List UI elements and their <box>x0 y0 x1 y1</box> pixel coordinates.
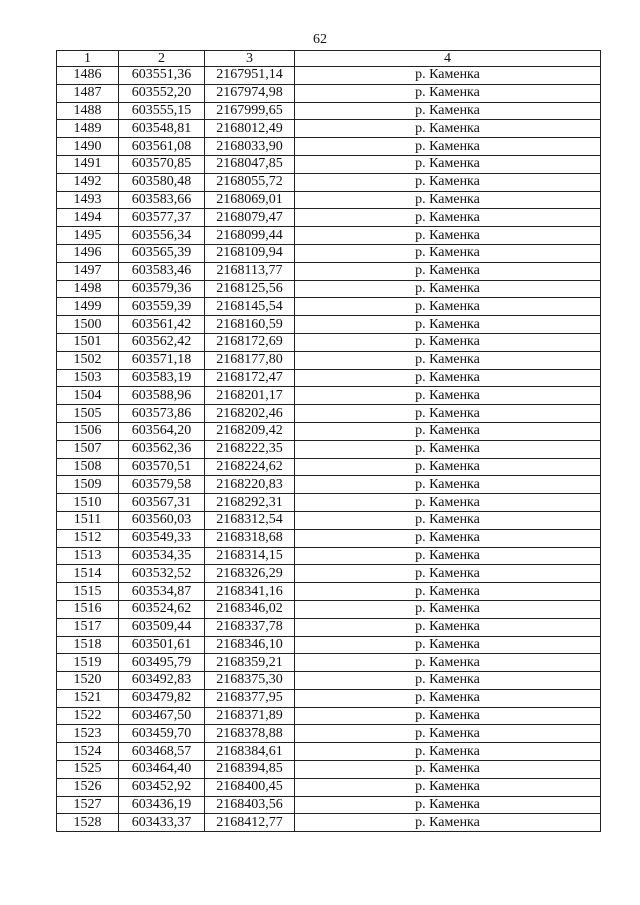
y-coordinate-cell: 2168292,31 <box>205 494 295 512</box>
object-name-cell: р. Каменка <box>295 511 601 529</box>
point-number-cell: 1511 <box>57 511 119 529</box>
object-name-cell: р. Каменка <box>295 155 601 173</box>
x-coordinate-cell: 603524,62 <box>119 600 205 618</box>
table-row <box>57 743 601 761</box>
table-row <box>57 458 601 476</box>
table-row <box>57 547 601 565</box>
object-name-cell: р. Каменка <box>295 547 601 565</box>
point-number-cell: 1513 <box>57 547 119 565</box>
y-coordinate-cell: 2168145,54 <box>205 298 295 316</box>
object-name-cell: р. Каменка <box>295 173 601 191</box>
x-coordinate-cell: 603583,19 <box>119 369 205 387</box>
table-row <box>57 565 601 583</box>
point-number-cell: 1523 <box>57 725 119 743</box>
object-name-cell: р. Каменка <box>295 672 601 690</box>
y-coordinate-cell: 2168177,80 <box>205 351 295 369</box>
point-number-cell: 1517 <box>57 618 119 636</box>
object-name-cell: р. Каменка <box>295 191 601 209</box>
y-coordinate-cell: 2168055,72 <box>205 173 295 191</box>
object-name-cell: р. Каменка <box>295 636 601 654</box>
y-coordinate-cell: 2168172,47 <box>205 369 295 387</box>
object-name-cell: р. Каменка <box>295 583 601 601</box>
table-row <box>57 102 601 120</box>
point-number-cell: 1524 <box>57 743 119 761</box>
y-coordinate-cell: 2168384,61 <box>205 743 295 761</box>
object-name-cell: р. Каменка <box>295 654 601 672</box>
object-name-cell: р. Каменка <box>295 369 601 387</box>
x-coordinate-cell: 603509,44 <box>119 618 205 636</box>
y-coordinate-cell: 2168314,15 <box>205 547 295 565</box>
y-coordinate-cell: 2168209,42 <box>205 422 295 440</box>
table-row <box>57 280 601 298</box>
point-number-cell: 1512 <box>57 529 119 547</box>
x-coordinate-cell: 603567,31 <box>119 494 205 512</box>
x-coordinate-cell: 603534,35 <box>119 547 205 565</box>
table-row <box>57 67 601 85</box>
y-coordinate-cell: 2168069,01 <box>205 191 295 209</box>
table-row <box>57 725 601 743</box>
column-header-4: 4 <box>295 51 601 67</box>
table-row <box>57 707 601 725</box>
object-name-cell: р. Каменка <box>295 405 601 423</box>
object-name-cell: р. Каменка <box>295 725 601 743</box>
table-row <box>57 814 601 832</box>
point-number-cell: 1515 <box>57 583 119 601</box>
table-row <box>57 796 601 814</box>
x-coordinate-cell: 603556,34 <box>119 227 205 245</box>
object-name-cell: р. Каменка <box>295 476 601 494</box>
point-number-cell: 1508 <box>57 458 119 476</box>
y-coordinate-cell: 2168412,77 <box>205 814 295 832</box>
point-number-cell: 1520 <box>57 672 119 690</box>
object-name-cell: р. Каменка <box>295 618 601 636</box>
object-name-cell: р. Каменка <box>295 227 601 245</box>
object-name-cell: р. Каменка <box>295 494 601 512</box>
x-coordinate-cell: 603580,48 <box>119 173 205 191</box>
table-row <box>57 778 601 796</box>
object-name-cell: р. Каменка <box>295 387 601 405</box>
y-coordinate-cell: 2168400,45 <box>205 778 295 796</box>
table-row <box>57 618 601 636</box>
table-row <box>57 191 601 209</box>
y-coordinate-cell: 2168202,46 <box>205 405 295 423</box>
x-coordinate-cell: 603495,79 <box>119 654 205 672</box>
y-coordinate-cell: 2168403,56 <box>205 796 295 814</box>
x-coordinate-cell: 603459,70 <box>119 725 205 743</box>
x-coordinate-cell: 603492,83 <box>119 672 205 690</box>
y-coordinate-cell: 2168378,88 <box>205 725 295 743</box>
table-row <box>57 369 601 387</box>
x-coordinate-cell: 603571,18 <box>119 351 205 369</box>
y-coordinate-cell: 2168224,62 <box>205 458 295 476</box>
table-row <box>57 476 601 494</box>
x-coordinate-cell: 603433,37 <box>119 814 205 832</box>
x-coordinate-cell: 603577,37 <box>119 209 205 227</box>
table-row <box>57 298 601 316</box>
object-name-cell: р. Каменка <box>295 244 601 262</box>
object-name-cell: р. Каменка <box>295 796 601 814</box>
y-coordinate-cell: 2167999,65 <box>205 102 295 120</box>
object-name-cell: р. Каменка <box>295 529 601 547</box>
y-coordinate-cell: 2168359,21 <box>205 654 295 672</box>
table-row <box>57 244 601 262</box>
table-row <box>57 583 601 601</box>
y-coordinate-cell: 2168047,85 <box>205 155 295 173</box>
x-coordinate-cell: 603573,86 <box>119 405 205 423</box>
y-coordinate-cell: 2168109,94 <box>205 244 295 262</box>
object-name-cell: р. Каменка <box>295 351 601 369</box>
y-coordinate-cell: 2168125,56 <box>205 280 295 298</box>
x-coordinate-cell: 603559,39 <box>119 298 205 316</box>
object-name-cell: р. Каменка <box>295 262 601 280</box>
column-header-3: 3 <box>205 51 295 67</box>
object-name-cell: р. Каменка <box>295 761 601 779</box>
x-coordinate-cell: 603564,20 <box>119 422 205 440</box>
point-number-cell: 1528 <box>57 814 119 832</box>
object-name-cell: р. Каменка <box>295 707 601 725</box>
point-number-cell: 1499 <box>57 298 119 316</box>
point-number-cell: 1491 <box>57 155 119 173</box>
table-row <box>57 262 601 280</box>
table-row <box>57 672 601 690</box>
x-coordinate-cell: 603479,82 <box>119 689 205 707</box>
table-header-row <box>57 51 601 67</box>
object-name-cell: р. Каменка <box>295 120 601 138</box>
x-coordinate-cell: 603467,50 <box>119 707 205 725</box>
table-row <box>57 511 601 529</box>
table-row <box>57 84 601 102</box>
y-coordinate-cell: 2168033,90 <box>205 138 295 156</box>
object-name-cell: р. Каменка <box>295 84 601 102</box>
point-number-cell: 1500 <box>57 316 119 334</box>
table-row <box>57 422 601 440</box>
y-coordinate-cell: 2168220,83 <box>205 476 295 494</box>
column-header-1: 1 <box>57 51 119 67</box>
x-coordinate-cell: 603548,81 <box>119 120 205 138</box>
point-number-cell: 1497 <box>57 262 119 280</box>
x-coordinate-cell: 603562,42 <box>119 333 205 351</box>
x-coordinate-cell: 603561,42 <box>119 316 205 334</box>
x-coordinate-cell: 603579,36 <box>119 280 205 298</box>
point-number-cell: 1525 <box>57 761 119 779</box>
point-number-cell: 1490 <box>57 138 119 156</box>
object-name-cell: р. Каменка <box>295 600 601 618</box>
point-number-cell: 1495 <box>57 227 119 245</box>
object-name-cell: р. Каменка <box>295 67 601 85</box>
table-row <box>57 636 601 654</box>
coordinates-table <box>56 50 601 832</box>
point-number-cell: 1522 <box>57 707 119 725</box>
point-number-cell: 1502 <box>57 351 119 369</box>
point-number-cell: 1489 <box>57 120 119 138</box>
point-number-cell: 1506 <box>57 422 119 440</box>
table-row <box>57 138 601 156</box>
object-name-cell: р. Каменка <box>295 422 601 440</box>
table-row <box>57 689 601 707</box>
y-coordinate-cell: 2168371,89 <box>205 707 295 725</box>
x-coordinate-cell: 603565,39 <box>119 244 205 262</box>
y-coordinate-cell: 2168201,17 <box>205 387 295 405</box>
y-coordinate-cell: 2168318,68 <box>205 529 295 547</box>
point-number-cell: 1486 <box>57 67 119 85</box>
x-coordinate-cell: 603452,92 <box>119 778 205 796</box>
table-row <box>57 120 601 138</box>
point-number-cell: 1514 <box>57 565 119 583</box>
point-number-cell: 1505 <box>57 405 119 423</box>
y-coordinate-cell: 2168346,02 <box>205 600 295 618</box>
object-name-cell: р. Каменка <box>295 778 601 796</box>
y-coordinate-cell: 2168012,49 <box>205 120 295 138</box>
y-coordinate-cell: 2168113,77 <box>205 262 295 280</box>
point-number-cell: 1519 <box>57 654 119 672</box>
object-name-cell: р. Каменка <box>295 316 601 334</box>
x-coordinate-cell: 603562,36 <box>119 440 205 458</box>
point-number-cell: 1494 <box>57 209 119 227</box>
y-coordinate-cell: 2168172,69 <box>205 333 295 351</box>
point-number-cell: 1518 <box>57 636 119 654</box>
object-name-cell: р. Каменка <box>295 102 601 120</box>
point-number-cell: 1492 <box>57 173 119 191</box>
point-number-cell: 1526 <box>57 778 119 796</box>
table-body <box>57 67 601 832</box>
x-coordinate-cell: 603468,57 <box>119 743 205 761</box>
y-coordinate-cell: 2168375,30 <box>205 672 295 690</box>
object-name-cell: р. Каменка <box>295 743 601 761</box>
y-coordinate-cell: 2168341,16 <box>205 583 295 601</box>
x-coordinate-cell: 603532,52 <box>119 565 205 583</box>
table-row <box>57 494 601 512</box>
point-number-cell: 1498 <box>57 280 119 298</box>
x-coordinate-cell: 603549,33 <box>119 529 205 547</box>
object-name-cell: р. Каменка <box>295 814 601 832</box>
object-name-cell: р. Каменка <box>295 689 601 707</box>
x-coordinate-cell: 603583,66 <box>119 191 205 209</box>
table-row <box>57 529 601 547</box>
y-coordinate-cell: 2168337,78 <box>205 618 295 636</box>
object-name-cell: р. Каменка <box>295 440 601 458</box>
table-row <box>57 316 601 334</box>
column-header-2: 2 <box>119 51 205 67</box>
table-row <box>57 209 601 227</box>
x-coordinate-cell: 603579,58 <box>119 476 205 494</box>
point-number-cell: 1496 <box>57 244 119 262</box>
table-row <box>57 173 601 191</box>
x-coordinate-cell: 603464,40 <box>119 761 205 779</box>
object-name-cell: р. Каменка <box>295 298 601 316</box>
x-coordinate-cell: 603570,51 <box>119 458 205 476</box>
object-name-cell: р. Каменка <box>295 138 601 156</box>
point-number-cell: 1493 <box>57 191 119 209</box>
table-row <box>57 155 601 173</box>
y-coordinate-cell: 2168377,95 <box>205 689 295 707</box>
y-coordinate-cell: 2168160,59 <box>205 316 295 334</box>
x-coordinate-cell: 603561,08 <box>119 138 205 156</box>
object-name-cell: р. Каменка <box>295 333 601 351</box>
y-coordinate-cell: 2168079,47 <box>205 209 295 227</box>
x-coordinate-cell: 603555,15 <box>119 102 205 120</box>
table-row <box>57 654 601 672</box>
table-row <box>57 440 601 458</box>
table-row <box>57 227 601 245</box>
table-row <box>57 761 601 779</box>
object-name-cell: р. Каменка <box>295 209 601 227</box>
object-name-cell: р. Каменка <box>295 565 601 583</box>
x-coordinate-cell: 603501,61 <box>119 636 205 654</box>
point-number-cell: 1488 <box>57 102 119 120</box>
x-coordinate-cell: 603588,96 <box>119 387 205 405</box>
object-name-cell: р. Каменка <box>295 458 601 476</box>
point-number-cell: 1501 <box>57 333 119 351</box>
object-name-cell: р. Каменка <box>295 280 601 298</box>
y-coordinate-cell: 2167951,14 <box>205 67 295 85</box>
point-number-cell: 1510 <box>57 494 119 512</box>
table-row <box>57 351 601 369</box>
x-coordinate-cell: 603560,03 <box>119 511 205 529</box>
x-coordinate-cell: 603570,85 <box>119 155 205 173</box>
point-number-cell: 1507 <box>57 440 119 458</box>
y-coordinate-cell: 2167974,98 <box>205 84 295 102</box>
table-row <box>57 600 601 618</box>
point-number-cell: 1516 <box>57 600 119 618</box>
y-coordinate-cell: 2168222,35 <box>205 440 295 458</box>
table-row <box>57 405 601 423</box>
table-row <box>57 333 601 351</box>
y-coordinate-cell: 2168346,10 <box>205 636 295 654</box>
y-coordinate-cell: 2168312,54 <box>205 511 295 529</box>
x-coordinate-cell: 603551,36 <box>119 67 205 85</box>
table-row <box>57 387 601 405</box>
point-number-cell: 1509 <box>57 476 119 494</box>
point-number-cell: 1487 <box>57 84 119 102</box>
page-number: 62 <box>313 32 327 47</box>
x-coordinate-cell: 603552,20 <box>119 84 205 102</box>
point-number-cell: 1527 <box>57 796 119 814</box>
x-coordinate-cell: 603436,19 <box>119 796 205 814</box>
point-number-cell: 1503 <box>57 369 119 387</box>
x-coordinate-cell: 603583,46 <box>119 262 205 280</box>
point-number-cell: 1521 <box>57 689 119 707</box>
point-number-cell: 1504 <box>57 387 119 405</box>
x-coordinate-cell: 603534,87 <box>119 583 205 601</box>
y-coordinate-cell: 2168099,44 <box>205 227 295 245</box>
y-coordinate-cell: 2168326,29 <box>205 565 295 583</box>
y-coordinate-cell: 2168394,85 <box>205 761 295 779</box>
